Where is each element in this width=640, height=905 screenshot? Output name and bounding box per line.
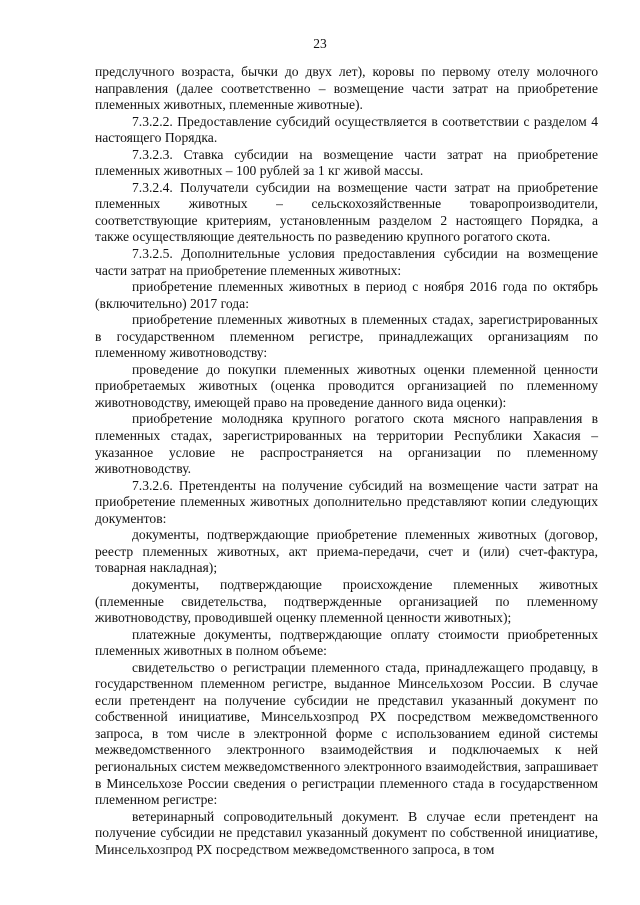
paragraph-7-3-2-2: 7.3.2.2. Предоставление субсидий осуществляется в соответствии с разделом 4 настоящего Порядка. <box>95 113 598 146</box>
condition-period: приобретение племенных животных в период с ноября 2016 года по октябрь (включительно) 2017 года: <box>95 279 598 311</box>
paragraph-7-3-2-3: 7.3.2.3. Ставка субсидии на возмещение части затрат на приобретение племенных животных – 100 рублей за 1 кг живой массы. <box>95 146 598 179</box>
document-herd-registration: свидетельство о регистрации племенного стада, принадлежащего продавцу, в государственном племенном регистре, выданное Минсельхозом России. В случае если претендент на получение субсидии не представил указанный документ по собственной инициативе, Минсельхозпрод РХ посредством межведомственного запроса, в том числе в электронной форме с использованием единой системы межведомственного электронного взаимодействия и подключаемых к ней региональных систем межведомственного электронного взаимодействия, запрашивает в Минсельхозе России сведения о регистрации племенного стада в государственном племенном регистре: <box>95 659 598 808</box>
paragraph-7-3-2-4: 7.3.2.4. Получатели субсидии на возмещение части затрат на приобретение племенных животных – сельскохозяйственные товаропроизводители, соответствующие критериям, установленным разделом 2 настоящего Порядка, а также осуществляющие деятельность по разведению крупного рогатого скота. <box>95 179 598 245</box>
paragraph-7-3-2-6: 7.3.2.6. Претенденты на получение субсидий на возмещение части затрат на приобретение племенных животных дополнительно представляют копии следующих документов: <box>95 477 598 526</box>
paragraph-7-3-2-5: 7.3.2.5. Дополнительные условия предоставления субсидии на возмещение части затрат на приобретение племенных животных: <box>95 246 598 278</box>
condition-registered-herds: приобретение племенных животных в племенных стадах, зарегистрированных в государственном племенном регистре, принадлежащих организациям по племенному животноводству: <box>95 312 598 361</box>
condition-beef-cattle: приобретение молодняка крупного рогатого скота мясного направления в племенных стадах, зарегистрированных на территории Республики Хакасия – указанное условие не распространяется на организации по племенному животноводству. <box>95 411 598 477</box>
document-payment: платежные документы, подтверждающие оплату стоимости приобретенных племенных животных в полном объеме: <box>95 626 598 659</box>
document-origin: документы, подтверждающие происхождение племенных животных (племенные свидетельства, подтвержденные организацией по племенному животноводству, проводившей оценку племенной ценности животных); <box>95 576 598 626</box>
page-number: 23 <box>313 36 327 51</box>
condition-breeding-value: проведение до покупки племенных животных оценки племенной ценности приобретаемых животных (оценка проводится организацией по племенному животноводству, имеющей право на проведение данного вида оценки): <box>95 361 598 410</box>
document-purchase: документы, подтверждающие приобретение племенных животных (договор, реестр племенных животных, акт приема-передачи, счет и (или) счет-фактура, товарная накладная); <box>95 527 598 576</box>
document-body <box>95 64 598 858</box>
paragraph-continuation: предслучного возраста, бычки до двух лет), коровы по первому отелу молочного направления (далее соответственно – возмещение части затрат на приобретение племенных животных, племенные животные). <box>95 64 598 113</box>
document-veterinary: ветеринарный сопроводительный документ. В случае если претендент на получение субсидии не представил указанный документ по собственной инициативе, Минсельхозпрод РХ посредством межведомственного запроса, в том <box>95 808 598 857</box>
